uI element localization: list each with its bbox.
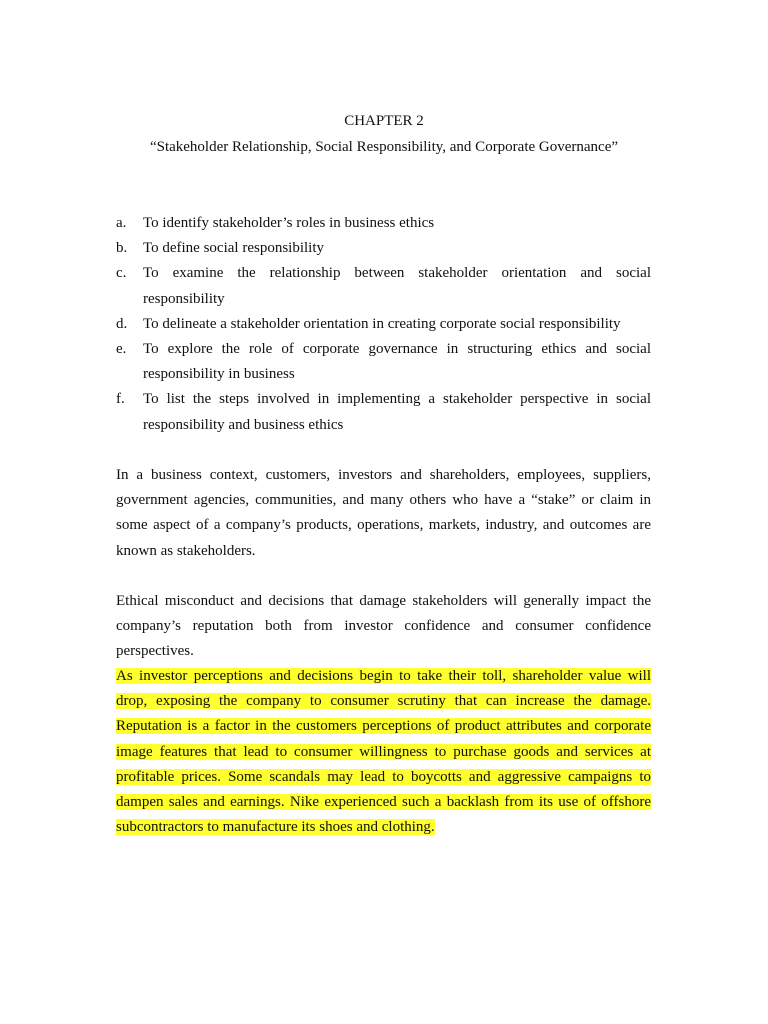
stakeholders-paragraph: In a business context, customers, investors and shareholders, employees, suppliers, government agencies, communities, and many others who have a “stake” or claim in some aspect of a company’s products, operations, markets, industry, and outcomes are known as stakeholders. [116,467,651,559]
objective-letter: c. [116,265,127,282]
chapter-subtitle: “Stakeholder Relationship, Social Responsibility, and Corporate Governance” [149,139,619,155]
objectives-list [116,211,651,438]
objective-item [116,261,651,311]
objective-text: To explore the role of corporate governance in structuring ethics and social responsibility in business [143,341,651,383]
objective-letter: f. [116,391,125,408]
objective-text: To examine the relationship between stakeholder orientation and social responsibility [143,265,651,307]
objective-item [116,337,651,387]
objective-item [116,312,651,337]
objective-letter: b. [116,240,128,257]
objective-item [116,211,651,236]
chapter-title: CHAPTER 2 [344,113,424,129]
objective-item [116,236,651,261]
objective-letter: d. [116,315,128,332]
objective-text: To list the steps involved in implementing a stakeholder perspective in social responsibility and business ethics [143,391,651,433]
highlighted-paragraph [116,664,651,840]
objective-text: To identify stakeholder’s roles in business ethics [143,215,435,231]
objective-text: To define social responsibility [143,240,324,257]
objective-text: To delineate a stakeholder orientation in creating corporate social responsibility [143,315,621,332]
misconduct-paragraph: Ethical misconduct and decisions that damage stakeholders will generally impact the company’s reputation both from investor confidence and consumer confidence perspectives. [116,593,651,660]
highlighted-text: As investor perceptions and decisions begin to take their toll, shareholder value will drop, exposing the company to consumer scrutiny that can increase the damage. Reputation is a factor in the customers perceptions of product attributes and corporate image features that lead to consumer willingness to purchase goods and services at profitable prices. Some scandals may lead to boycotts and aggressive campaigns to dampen sales and earnings. Nike experienced such a backlash from its use of offshore subcontractors to manufacture its shoes and clothing. [116,668,651,836]
objective-letter: e. [116,341,127,358]
objective-item [116,387,651,437]
objective-letter: a. [116,215,127,231]
